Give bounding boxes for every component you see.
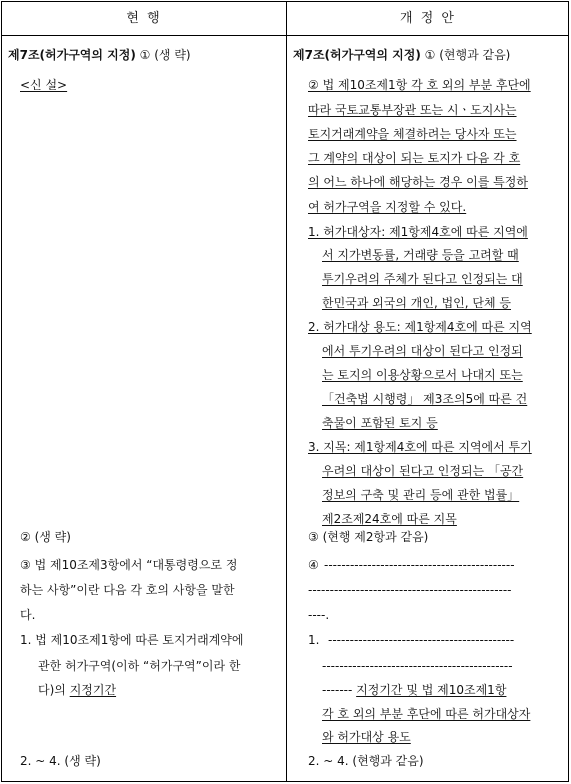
right-para4-marker: ④ [308, 558, 319, 572]
right-item1-amend-3: 와 허가대상 용도 [322, 730, 411, 744]
right-item3-line1: 3. 지목: 제1항제4호에 따른 지역에서 투기 [308, 440, 532, 454]
right-para2-line3: 토지거래계약을 체결하려는 당사자 또는 [308, 127, 517, 141]
column-divider [286, 2, 287, 781]
right-para4-dash-line2: ----------------------------------------------- [308, 583, 512, 597]
right-para1: ① (현행과 같음) [424, 48, 511, 62]
right-para2-line4: 그 계약의 대상이 되는 토지가 다음 각 호 [308, 151, 521, 165]
right-item1-line3: 투기우려의 주체가 된다고 인정되는 대 [322, 272, 523, 286]
left-para3-line2: 하는 사항”이란 다음 각 호의 사항을 말한 [20, 583, 235, 597]
left-article-title: 제7조(허가구역의 지정) [8, 48, 136, 62]
right-para2-line6: 여 허가구역을 지정할 수 있다. [308, 200, 467, 214]
right-item3-line3: 정보의 구축 및 관리 등에 관한 법률」 [322, 488, 520, 502]
right-para4-end: ----. [308, 608, 330, 622]
left-article-heading [8, 44, 191, 66]
left-item1-line2: 관한 허가구역(이하 “허가구역”이라 한 [38, 659, 241, 673]
right-para2-line1: ② 법 제10조제1항 각 호 외의 부분 후단에 [308, 78, 531, 92]
right-article-title: 제7조(허가구역의 지정) [293, 48, 421, 62]
right-item2-line2: 에서 투기우려의 대상이 된다고 인정되 [322, 344, 523, 358]
right-item1-dash-line1: ------------------------------------------- [328, 633, 515, 647]
right-item3-line4: 제2조제24호에 따른 지목 [322, 512, 457, 526]
header-current: 현 행 [126, 11, 162, 26]
right-article-heading [293, 44, 510, 66]
left-item1-period: 지정기간 [69, 683, 117, 697]
comparison-table [1, 1, 569, 782]
left-para2: ② (생 략) [20, 530, 71, 544]
left-item1-last-text: 다)의 [38, 683, 70, 697]
right-para4-dash-line1: -------------------------------------------- [324, 558, 515, 572]
left-para3-line1: ③ 법 제10조제3항에서 “대통령령으로 정 [20, 558, 238, 572]
header-revised: 개 정 안 [400, 11, 456, 26]
left-para3-line3: 다. [20, 608, 36, 622]
right-item1-line1: 1. 허가대상자: 제1항제4호에 따른 지역에 [308, 225, 528, 239]
right-item1-line3 [322, 679, 506, 701]
header-divider [2, 35, 568, 36]
right-item2-line4: 「건축법 시행령」 제3조의5에 따른 건 [322, 392, 528, 406]
right-item2-line1: 2. 허가대상 용도: 제1항제4호에 따른 지역 [308, 320, 532, 334]
right-item1-dash-line2: -------------------------------------------- [322, 659, 513, 673]
right-item1-dash-tail: ------- [322, 683, 353, 697]
right-item1-amend-1: 지정기간 및 법 제10조제1항 [356, 683, 507, 697]
right-item1-line2: 서 지가변동률, 거래량 등을 고려할 때 [322, 248, 519, 262]
right-item3-line2: 우려의 대상이 된다고 인정되는 「공간 [322, 464, 524, 478]
right-item1-marker: 1. [308, 633, 320, 647]
right-items-rest: 2. ~ 4. (현행과 같음) [308, 754, 424, 768]
right-item2-line5: 축물이 포함된 토지 등 [322, 416, 438, 430]
right-para3: ③ (현행 제2항과 같음) [308, 530, 429, 544]
left-new-marker: <신 설> [20, 78, 68, 92]
right-para2-line5: 의 어느 하나에 해당하는 경우 이를 특정하 [308, 175, 528, 189]
right-item2-line3: 는 토지의 이용상황으로서 나대지 또는 [322, 368, 523, 382]
right-para2-line2: 따라 국토교통부장관 또는 시ㆍ도지사는 [308, 103, 517, 117]
left-para1: ① (생 략) [139, 48, 191, 62]
right-item1-amend-2: 각 호 외의 부분 후단에 따른 허가대상자 [322, 707, 531, 721]
right-item1-line4: 한민국과 외국의 개인, 법인, 단체 등 [322, 296, 511, 310]
left-item1-line1: 1. 법 제10조제1항에 따른 토지거래계약에 [20, 633, 244, 647]
left-item1-line3 [38, 679, 116, 701]
left-items-rest: 2. ~ 4. (생 략) [20, 754, 101, 768]
